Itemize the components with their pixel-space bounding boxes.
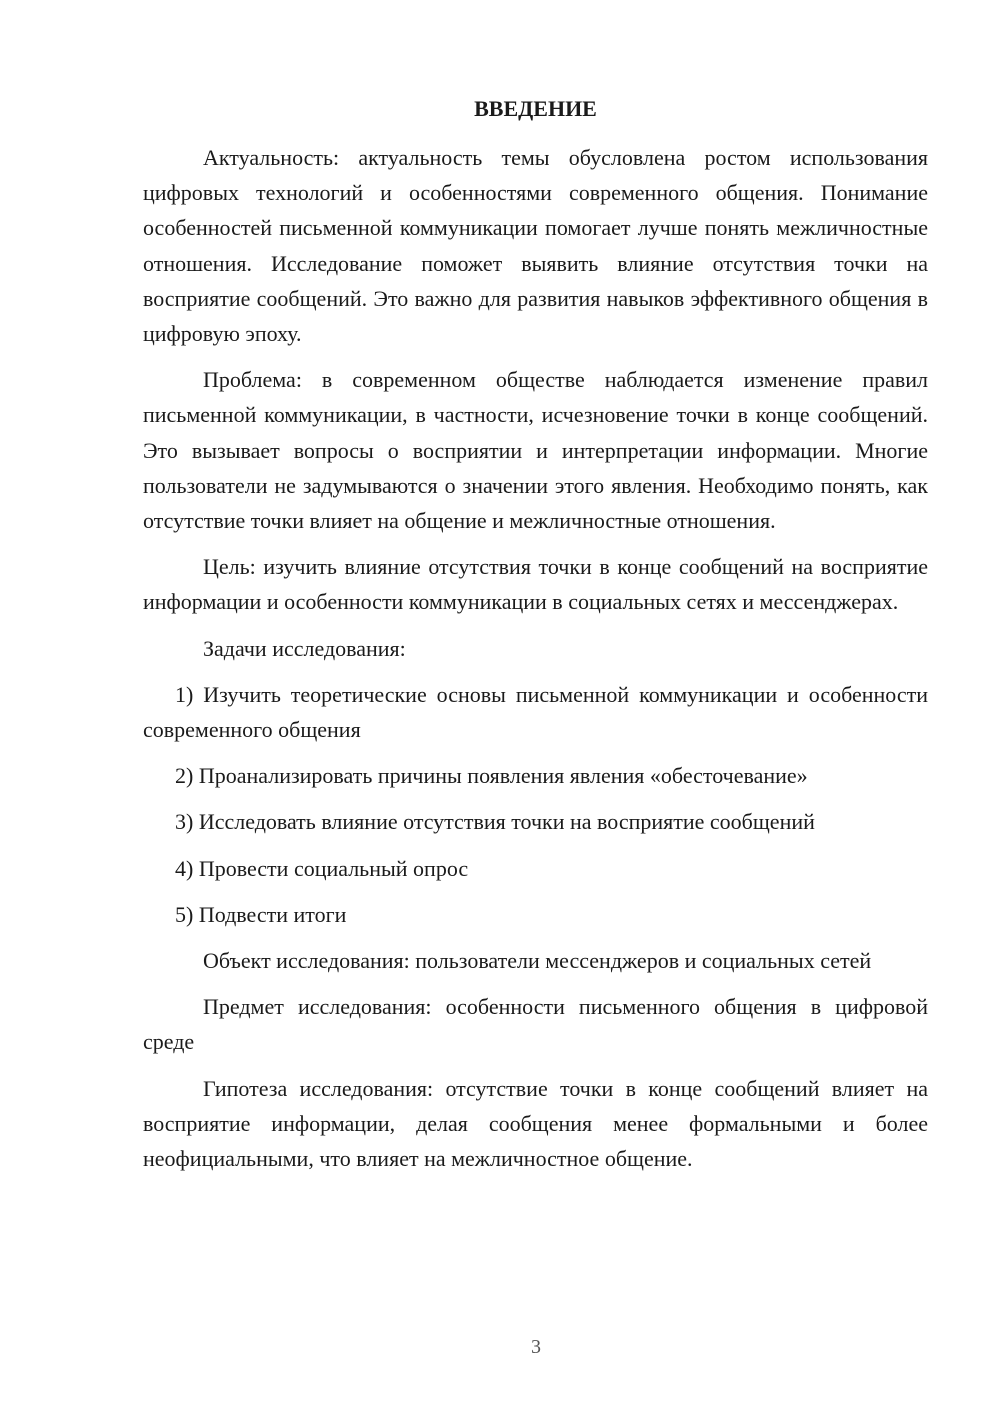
task-item-4: 4) Провести социальный опрос <box>175 855 469 881</box>
problem-paragraph: Проблема: в современном обществе наблюдается изменение правил письменной коммуникации, в частности, исчезновение точки в конце сообщений. Это вызывает вопросы о восприятии и интерпретации информации. Многие пользователи не задумываются о значении этого явления. Необходимо понять, как отсутствие точки влияет на общение и межличностные отношения. <box>143 367 928 534</box>
goal-paragraph: Цель: изучить влияние отсутствия точки в конце сообщений на восприятие информации и особенности коммуникации в социальных сетях и мессенджерах. <box>143 554 928 615</box>
document-page <box>143 92 928 1187</box>
task-item-1: 1) Изучить теоретические основы письменной коммуникации и особенности современного общения <box>143 681 928 743</box>
task-item-3: 3) Исследовать влияние отсутствия точки на восприятие сообщений <box>175 809 815 835</box>
task-item-5: 5) Подвести итоги <box>175 901 347 927</box>
subject-paragraph: Предмет исследования: особенности письменного общения в цифровой среде <box>143 994 928 1055</box>
object-paragraph: Объект исследования: пользователи мессенджеров и социальных сетей <box>203 948 872 974</box>
page-number: 3 <box>531 1336 541 1358</box>
task-item-2: 2) Проанализировать причины появления явления «обесточевание» <box>175 763 808 789</box>
tasks-heading: Задачи исследования: <box>203 635 406 661</box>
relevance-paragraph: Актуальность: актуальность темы обусловлена ростом использования цифровых технологий и особенностями современного общения. Понимание особенностей письменной коммуникации помогает лучше понять межличностные отношения. Исследование поможет выявить влияние отсутствия точки на восприятие сообщений. Это важно для развития навыков эффективного общения в цифровую эпоху. <box>143 145 928 347</box>
hypothesis-paragraph: Гипотеза исследования: отсутствие точки в конце сообщений влияет на восприятие информации, делая сообщения менее формальными и более неофициальными, что влияет на межличностное общение. <box>143 1075 928 1172</box>
section-title: ВВЕДЕНИЕ <box>474 96 597 121</box>
